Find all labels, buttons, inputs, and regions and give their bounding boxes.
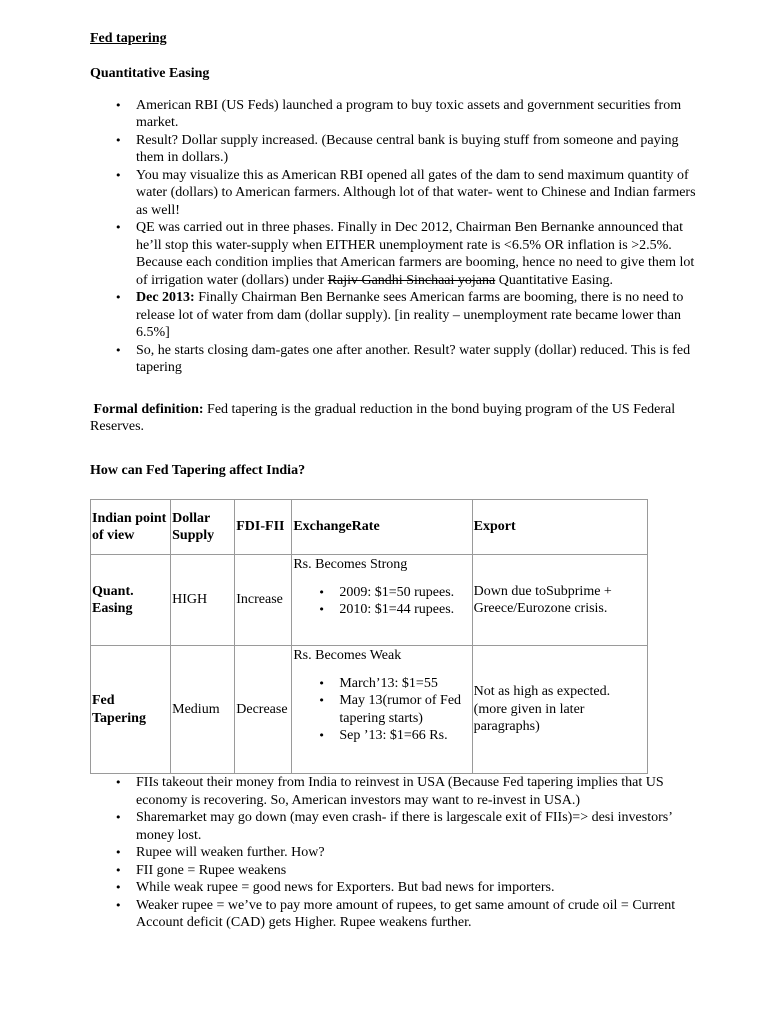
list-item: • Weaker rupee = we’ve to pay more amount of rupees, to get same amount of crude oil = Current Account deficit (CAD) gets Higher. Rupee weakens further. bbox=[136, 897, 700, 932]
list-item: • You may visualize this as American RBI opened all gates of the dam to send maximum quantity of water (dollars) to American farmers. Although lot of that water- went to Chinese and Indian farmers as well! bbox=[136, 167, 700, 220]
list-item: • So, he starts closing dam-gates one after another. Result? water supply (dollar) reduced. This is fed tapering bbox=[136, 342, 700, 377]
exchange-rate-cell bbox=[292, 646, 472, 774]
list-item: • Result? Dollar supply increased. (Because central bank is buying stuff from someone and paying them in dollars.) bbox=[136, 132, 700, 167]
table-row bbox=[91, 646, 648, 774]
impact-bullet-list bbox=[90, 774, 700, 932]
list-item bbox=[136, 289, 700, 342]
table-header-cell: Indian point of view bbox=[91, 500, 171, 555]
table-cell: Not as high as expected. (more given in later paragraphs) bbox=[472, 646, 647, 774]
list-item bbox=[136, 219, 700, 289]
exchange-title: Rs. Becomes Strong bbox=[293, 557, 408, 572]
list-item: • FII gone = Rupee weakens bbox=[136, 862, 700, 880]
list-item: • American RBI (US Feds) launched a program to buy toxic assets and government securities from market. bbox=[136, 97, 700, 132]
table-header-cell: Dollar Supply bbox=[171, 500, 235, 555]
table-cell: Decrease bbox=[235, 646, 292, 774]
list-item: • Sep ’13: $1=66 Rs. bbox=[339, 727, 470, 745]
table-cell: Increase bbox=[235, 555, 292, 646]
formal-definition bbox=[90, 401, 700, 436]
document-title: Fed tapering bbox=[90, 31, 167, 46]
bullet-text: Finally Chairman Ben Bernanke sees American farms are booming, there is no need to release lot of water from dam (dollar supply). [in reality – unemployment rate became lower than 6.5%] bbox=[136, 290, 684, 340]
definition-label: Formal definition: bbox=[93, 401, 204, 417]
bullet-text: Quantitative Easing. bbox=[495, 272, 614, 288]
document-page bbox=[90, 30, 700, 932]
list-item: • May 13(rumor of Fed tapering starts) bbox=[339, 692, 470, 727]
list-item: • FIIs takeout their money from India to reinvest in USA (Because Fed tapering implies that US economy is recovering. So, American investors may want to re-invest in USA.) bbox=[136, 774, 700, 809]
table-cell: Medium bbox=[171, 646, 235, 774]
exchange-list bbox=[293, 675, 470, 745]
table-header-cell: FDI-FII bbox=[235, 500, 292, 555]
comparison-table bbox=[90, 499, 648, 774]
bullet-bold-label: Dec 2013: bbox=[136, 290, 195, 305]
row-label: Fed Tapering bbox=[91, 646, 171, 774]
table-cell: Down due toSubprime + Greece/Eurozone crisis. bbox=[472, 555, 647, 646]
bullet-text: QE was carried out in three phases. Finally in Dec 2012, Chairman Ben Bernanke announced that he’ll stop this water-supply when EITHER unemployment rate is <6.5% OR inflation is >2.5%. Because each condition implies that American farmers are booming, hence no need to give them lot of irrigation water (dollars) under bbox=[136, 220, 695, 288]
table-header-cell: ExchangeRate bbox=[292, 500, 472, 555]
qe-bullet-list bbox=[90, 97, 700, 377]
list-item: • 2009: $1=50 rupees. bbox=[339, 584, 470, 602]
list-item: • 2010: $1=44 rupees. bbox=[339, 601, 470, 619]
list-item: • Sharemarket may go down (may even crash- if there is largescale exit of FIIs)=> desi investors’ money lost. bbox=[136, 809, 700, 844]
definition-text: Fed tapering is the gradual reduction in the bond buying program of the US Federal Reserves. bbox=[90, 401, 676, 434]
exchange-rate-cell bbox=[292, 555, 472, 646]
strikethrough-text: Rajiv Gandhi Sinchaai yojana bbox=[327, 272, 496, 288]
table-header-cell: Export bbox=[472, 500, 647, 555]
list-item: • Rupee will weaken further. How? bbox=[136, 844, 700, 862]
table-cell: HIGH bbox=[171, 555, 235, 646]
table-header-row bbox=[91, 500, 648, 555]
row-label: Quant. Easing bbox=[91, 555, 171, 646]
exchange-list bbox=[293, 584, 470, 619]
qe-heading: Quantitative Easing bbox=[90, 66, 210, 81]
exchange-title: Rs. Becomes Weak bbox=[293, 648, 402, 663]
list-item: • March’13: $1=55 bbox=[339, 675, 470, 693]
section-question: How can Fed Tapering affect India? bbox=[90, 462, 306, 478]
list-item: • While weak rupee = good news for Exporters. But bad news for importers. bbox=[136, 879, 700, 897]
table-row bbox=[91, 555, 648, 646]
